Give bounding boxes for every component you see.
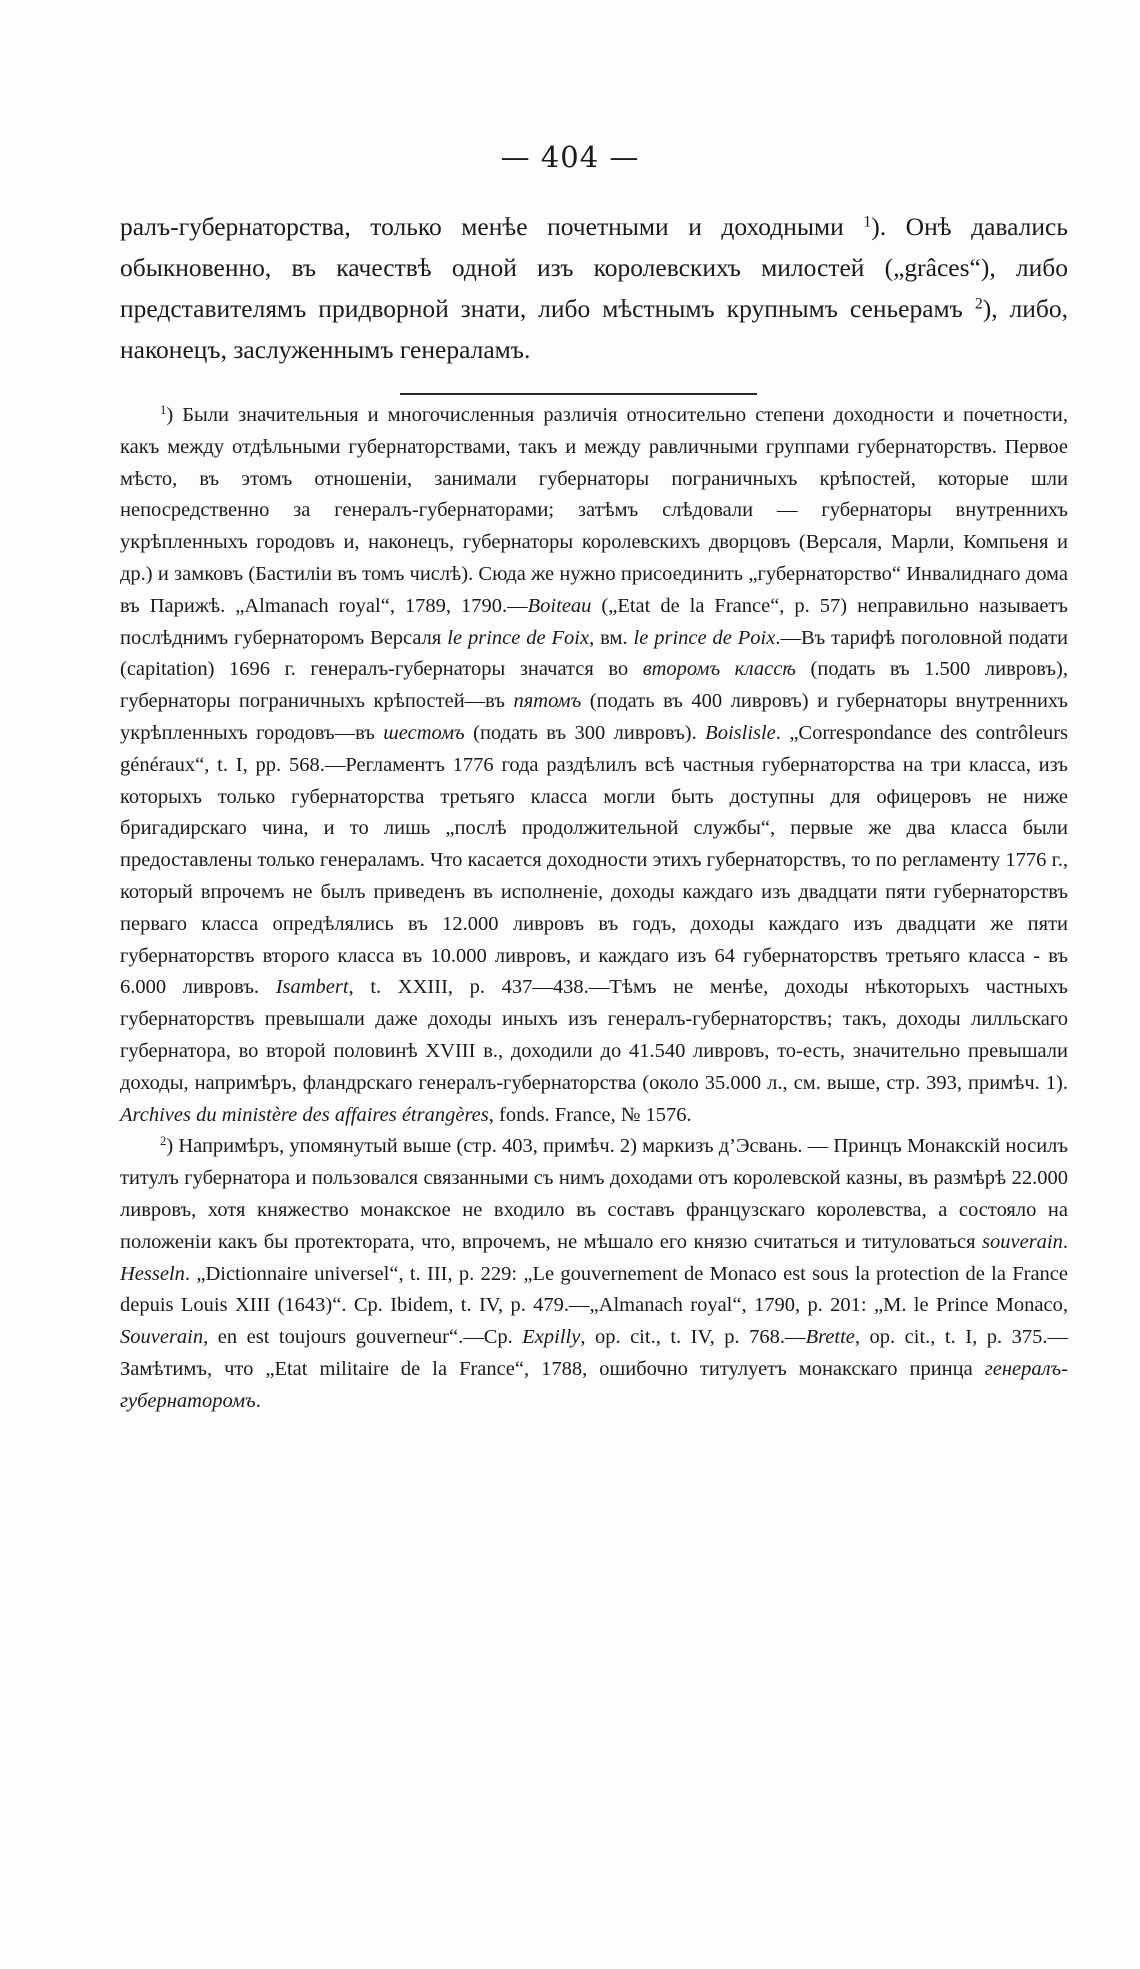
footnote-text: ) Были значительныя и многочисленныя различія относительно степени доходности и почетности, какъ между отдѣльными губернаторствами, такъ и между равличными группами губернаторствъ. Первое мѣсто, въ этомъ отношеніи, занимали губернаторы пограничныхъ крѣпостей, которые шли непосредственно за генералъ-губернаторами; затѣмъ слѣдовали — губернаторы внутреннихъ укрѣпленныхъ городовъ и, наконецъ, губернаторы королевскихъ дворцовъ (Версаля, Марли, Компьеня и др.) и замковъ (Бастиліи въ томъ числѣ). Сюда же нужно присоединить „губернаторство“ Инвалиднаго дома въ Парижѣ. „Almanach royal“, 1789, 1790.— xyxy=(120,404,1068,617)
footnote-text: , вм. xyxy=(589,626,634,649)
footnote-text: („Etat de la France“, p. 57) неправильно называетъ послѣднимъ губернаторомъ Версаля xyxy=(120,594,1068,649)
author-name: Isambert xyxy=(275,976,349,999)
main-text-part: ). Онѣ давались обыкновенно, въ качествѣ одной изъ королевскихъ милостей („grâces“), либо представителямъ придворной знати, либо мѣстнымъ крупнымъ сеньерамъ xyxy=(120,212,1068,323)
footnote-text: . „Correspondance des contrôleurs généraux“, t. I, pp. 568.—Регламентъ 1776 года раздѣлилъ всѣ частныя губернаторства на три класса, изъ которыхъ только губернаторства третьяго класса могли быть доступны для офицеровъ не ниже бригадирскаго чина, и то лишь „послѣ продолжительной службы“, первые же два класса были предоставлены только генераламъ. Что касается доходности этихъ губернаторствъ, то по регламенту 1776 г., который впрочемъ не былъ приведенъ въ исполненіе, доходы каждаго изъ двадцати пяти губернаторствъ перваго класса опредѣлялись въ 12.000 ливровъ въ годъ, доходы каждаго изъ двадцати же пяти губернаторствъ второго класса въ 10.000 ливровъ, и каждаго изъ 64 губернаторствъ третьяго класса - въ 6.000 ливровъ. xyxy=(120,721,1068,999)
footnote-ref-2: 2 xyxy=(974,295,983,313)
footnote-text: (подать въ 1.500 ливровъ), губернаторы пограничныхъ крѣпостей—въ xyxy=(120,658,1068,713)
footnote-text: , en est toujours gouverneur“.—Cp. xyxy=(203,1326,523,1349)
main-text-part: ), либо, наконецъ, заслуженнымъ генераламъ. xyxy=(120,294,1068,364)
italic-text: Souverain xyxy=(120,1326,204,1349)
footnotes xyxy=(120,400,1068,1418)
italic-text: souverain xyxy=(982,1230,1063,1253)
footnote-text: .—Въ тарифѣ поголовной подати (capitation) 1696 г. генералъ-губернаторы значатся во xyxy=(120,626,1068,681)
italic-text: второмъ классѣ xyxy=(642,658,796,681)
footnote-text: ) Напримѣръ, упомянутый выше (стр. 403, примѣч. 2) маркизъ д’Эсвань. — Принцъ Монакскій носилъ титулъ губернатора и пользовался связанными съ нимъ доходами отъ королевской казны, въ размѣрѣ 22.000 ливровъ, хотя княжество монакское не входило въ составъ французскаго королевства, а состояло на положеніи какъ бы протектората, что, впрочемъ, не мѣшало его князю считаться и титуловаться xyxy=(120,1135,1068,1253)
italic-text: пятомъ xyxy=(513,690,582,713)
footnote-mark: 1 xyxy=(160,403,167,418)
footnote-ref-1: 1 xyxy=(863,213,872,231)
footnote-text: (подать въ 400 ливровъ) и губернаторы внутреннихъ укрѣпленныхъ городовъ—въ xyxy=(120,690,1068,744)
footnote-text: , fonds. France, № 1576. xyxy=(488,1103,692,1126)
footnote-separator xyxy=(400,393,757,395)
footnote-text: (подать въ 300 ливровъ). xyxy=(464,721,706,744)
main-text-part: ралъ-губернаторства, только менѣе почетными и доходными xyxy=(120,212,864,241)
source-title: Archives du ministère des affaires étrangères xyxy=(120,1103,489,1126)
footnote-text: . xyxy=(1062,1230,1068,1253)
italic-text: шестомъ xyxy=(383,721,465,744)
footnote-text: , op. cit., t. I, p. 375.—Замѣтимъ, что „Etat militaire de la France“, 1788, ошибочно титулуетъ монакскаго принца xyxy=(120,1326,1068,1380)
footnote-text: , t. XXIII, p. 437—438.—Тѣмъ не менѣе, доходы нѣкоторыхъ частныхъ губернаторствъ превышали даже доходы иныхъ изъ генералъ-губернаторствъ; такъ, доходы лилльскаго губернатора, во второй половинѣ XVIII в., доходили до 41.540 ливровъ, то-есть, значительно превышали доходы, напримѣръ, фландрскаго генералъ-губернаторства (около 35.000 л., см. выше, стр. 393, примѣч. 1). xyxy=(120,976,1068,1094)
page-number: — 404 — xyxy=(500,140,640,174)
italic-text: генералъ-губернаторомъ xyxy=(120,1357,1068,1412)
footnote-mark: 2 xyxy=(160,1134,167,1149)
main-paragraph xyxy=(120,206,1068,370)
author-name: Hesseln xyxy=(120,1262,185,1285)
footnote-text: . xyxy=(255,1389,261,1412)
italic-text: le prince de Poix xyxy=(633,626,776,649)
author-name: Brette xyxy=(805,1326,855,1349)
author-name: Boislisle xyxy=(705,721,776,744)
footnote-2 xyxy=(120,1131,1068,1417)
italic-text: le prince de Foix xyxy=(447,626,590,649)
footnote-text: . „Dictionnaire universel“, t. III, p. 229: „Le gouvernement de Monaco est sous la protection de la France depuis Louis XIII (1643)“. Cp. Ibidem, t. IV, p. 479.—„Almanach royal“, 1790, p. 201: „M. le Prince Monaco, xyxy=(120,1262,1068,1317)
author-name: Expilly xyxy=(522,1326,581,1349)
author-name: Boiteau xyxy=(527,594,592,617)
footnote-1 xyxy=(120,400,1068,1131)
footnote-text: , op. cit., t. IV, p. 768.— xyxy=(580,1326,806,1349)
